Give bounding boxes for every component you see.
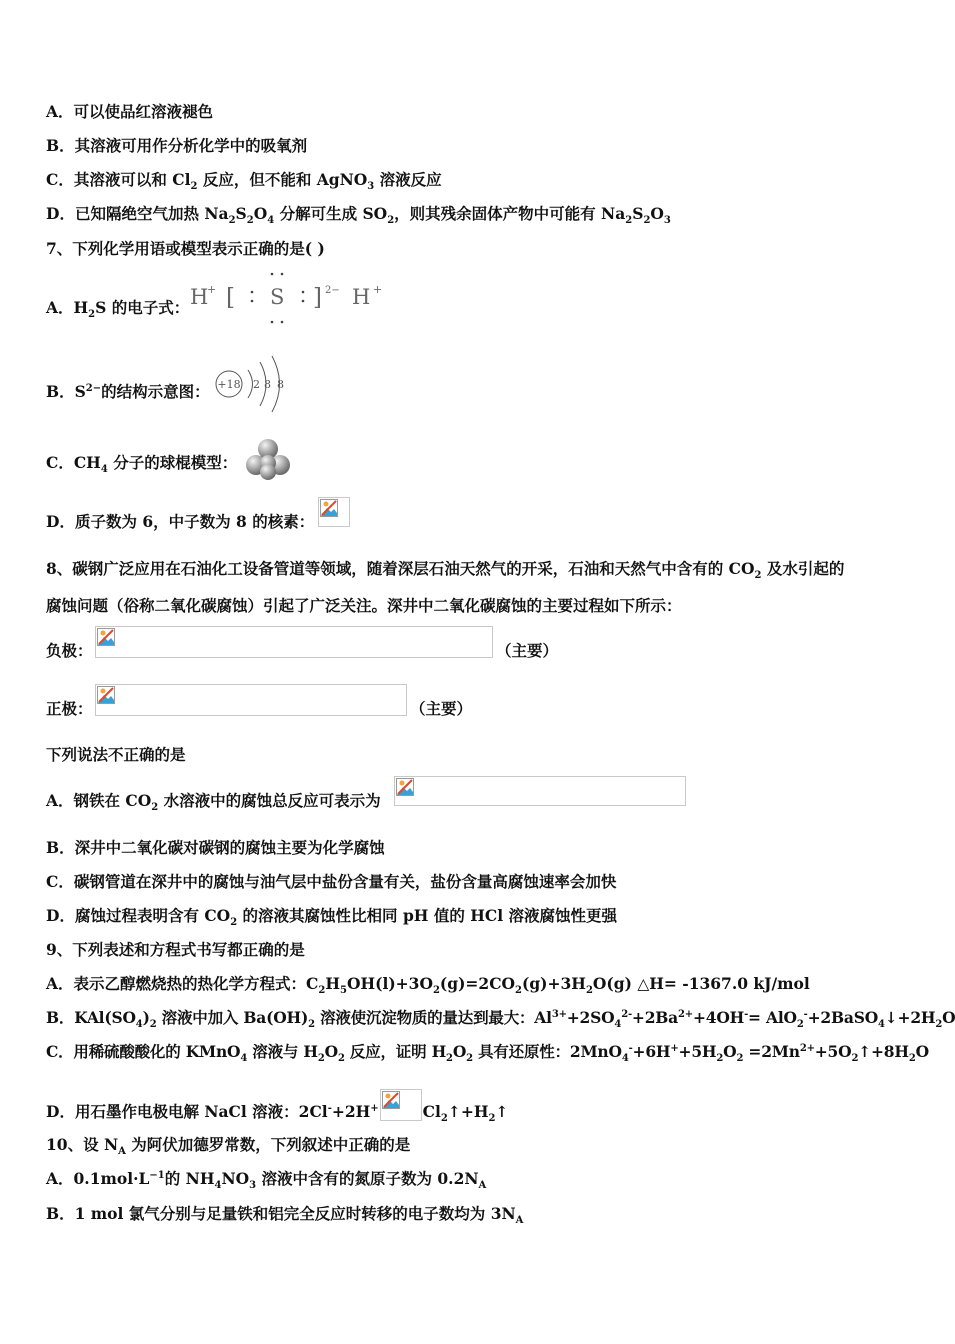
text-fragment: 2 xyxy=(488,1113,496,1125)
text-fragment: 5 xyxy=(340,985,347,997)
text-fragment: = AlO xyxy=(748,1008,797,1027)
text-fragment: 2 xyxy=(230,917,238,929)
text-fragment: ↑ xyxy=(495,1102,509,1121)
text-fragment: 2 xyxy=(643,215,651,227)
text-fragment: - xyxy=(327,1102,332,1114)
text-fragment: ↑+8H xyxy=(858,1042,909,1061)
q8-stem-line1 xyxy=(46,559,845,582)
text-fragment: D．用石墨作电极电解 NaCl 溶液：2Cl xyxy=(46,1102,328,1121)
text-fragment: O xyxy=(915,1042,929,1061)
text-fragment: O xyxy=(650,204,664,223)
text-fragment: 分子的球棍模型： xyxy=(107,453,238,472)
text-fragment: S xyxy=(632,204,644,223)
text-fragment: 2 xyxy=(228,215,236,227)
text-fragment: B．S xyxy=(46,382,86,401)
text-fragment: 的溶液其腐蚀性比相同 pH 值的 HCl 溶液腐蚀性更强 xyxy=(237,906,617,925)
text-fragment: 2 xyxy=(337,1053,345,1065)
q7-option-d xyxy=(46,512,314,532)
electron-formula-diagram xyxy=(188,266,393,328)
q7-option-c xyxy=(46,453,238,476)
text-fragment: 4 xyxy=(267,215,275,227)
text-fragment: =2Mn xyxy=(743,1042,800,1061)
text-fragment: 2 xyxy=(935,1019,943,1031)
text-fragment: A xyxy=(478,1180,487,1192)
text-fragment: 2 xyxy=(466,1053,473,1065)
text-fragment: 水溶液中的腐蚀总反应可表示为 xyxy=(158,791,381,810)
text-fragment: A．H xyxy=(46,298,89,317)
text-fragment: 溶液与 H xyxy=(247,1042,318,1061)
text-fragment: 溶液中加入 Ba(OH) xyxy=(156,1008,309,1027)
text-fragment: 正极： xyxy=(46,699,93,718)
formula-sulfur: S xyxy=(270,285,285,309)
text-fragment: 2 xyxy=(308,1019,315,1031)
text-fragment: 2 xyxy=(851,1053,859,1065)
shell-2-count: 8 xyxy=(264,378,271,391)
text-fragment: - xyxy=(803,1008,808,1020)
text-fragment: B．深井中二氧化碳对碳钢的腐蚀主要为化学腐蚀 xyxy=(46,838,385,857)
text-fragment: C．碳钢管道在深井中的腐蚀与油气层中盐份含量有关，盐份含量高腐蚀速率会加快 xyxy=(46,872,617,891)
text-fragment: O xyxy=(723,1042,737,1061)
text-fragment: 3+ xyxy=(551,1008,567,1020)
text-fragment: 2 xyxy=(246,215,254,227)
q6-option-b-text: B．其溶液可用作分析化学中的吸氧剂 xyxy=(46,136,308,155)
text-fragment: D．质子数为 6，中子数为 8 的核素： xyxy=(46,512,315,531)
text-fragment: 的结构示意图： xyxy=(101,382,210,401)
text-fragment: 2− xyxy=(85,382,102,394)
text-fragment: 2 xyxy=(88,309,96,321)
broken-image-icon xyxy=(97,628,115,646)
text-fragment: −1 xyxy=(149,1169,165,1181)
formula-charge-bracket: 2− xyxy=(325,285,340,296)
text-fragment: 2 xyxy=(151,802,159,814)
text-fragment: A xyxy=(118,1146,126,1158)
text-fragment: C．CH xyxy=(46,453,101,472)
text-fragment: (g)=2CO xyxy=(439,974,516,993)
text-fragment: 3 xyxy=(249,1180,257,1192)
text-fragment: 9、下列表述和方程式书写都正确的是 xyxy=(46,940,305,959)
q8-option-b xyxy=(46,838,385,858)
q8-option-c xyxy=(46,872,616,892)
q7-option-b xyxy=(46,382,210,402)
broken-image-icon xyxy=(382,1091,400,1109)
broken-image-icon xyxy=(97,686,115,704)
text-fragment: 2 xyxy=(190,181,198,193)
text-fragment: A．钢铁在 CO xyxy=(46,791,152,810)
text-fragment: 2+ xyxy=(799,1042,815,1054)
text-fragment: 2 xyxy=(515,985,523,997)
q8-positive-electrode xyxy=(46,699,93,719)
text-fragment: 反应，但不能和 AgNO xyxy=(197,170,368,189)
text-fragment: 2 xyxy=(625,215,633,227)
q8-ask xyxy=(46,745,186,765)
text-fragment: 2 xyxy=(796,1019,804,1031)
text-fragment: 2 xyxy=(317,1053,325,1065)
text-fragment: 2 xyxy=(754,570,762,582)
text-fragment: H xyxy=(325,974,340,993)
text-fragment: +6H xyxy=(632,1042,671,1061)
text-fragment: - xyxy=(628,1042,633,1054)
text-fragment: + xyxy=(370,1102,379,1114)
text-fragment: OH(l)+3O xyxy=(346,974,433,993)
text-fragment: ↓+2H xyxy=(884,1008,936,1027)
broken-image-icon xyxy=(320,499,338,517)
text-fragment: 7、下列化学用语或模型表示正确的是( ) xyxy=(46,239,325,258)
q8-option-a xyxy=(46,791,381,814)
text-fragment: 2 xyxy=(585,985,593,997)
nucleus-label: +18 xyxy=(217,378,241,391)
electrolysis-condition-image xyxy=(380,1089,422,1121)
text-fragment: A．表示乙醇燃烧热的热化学方程式：C xyxy=(46,974,319,993)
q9-option-d xyxy=(46,1089,509,1125)
text-fragment: 2 xyxy=(440,1113,448,1125)
text-fragment: 下列说法不正确的是 xyxy=(46,745,186,764)
text-fragment: ) xyxy=(142,1008,150,1027)
text-fragment: C．用稀硫酸酸化的 KMnO xyxy=(46,1042,241,1061)
text-fragment: 8、碳钢广泛应用在石油化工设备管道等领域，随着深层石油天然气的开采，石油和天然气中含有的 CO xyxy=(46,559,755,578)
text-fragment: O xyxy=(324,1042,338,1061)
formula-h-left: H xyxy=(190,285,209,309)
text-fragment: C．其溶液可以和 Cl xyxy=(46,170,191,189)
text-fragment: O(g) △H= -1367.0 kJ/mol xyxy=(592,974,810,993)
text-fragment: S xyxy=(235,204,247,223)
text-fragment: ，则其残余固体产物中可能有 Na xyxy=(394,204,626,223)
text-fragment: 2 xyxy=(387,215,395,227)
q9-option-c xyxy=(46,1042,929,1065)
text-fragment: O xyxy=(942,1008,955,1027)
q6-option-a-text: A．可以使品红溶液褪色 xyxy=(46,102,214,121)
atom-structure-diagram xyxy=(212,352,292,414)
shell-1-count: 2 xyxy=(253,378,260,391)
text-fragment: 4 xyxy=(214,1180,222,1192)
q6-option-c xyxy=(46,170,442,193)
text-fragment: +5H xyxy=(678,1042,717,1061)
text-fragment: 溶液反应 xyxy=(374,170,442,189)
q10-stem xyxy=(46,1135,411,1158)
text-fragment: A xyxy=(515,1215,524,1227)
text-fragment: 2 xyxy=(908,1053,916,1065)
text-fragment: 负极： xyxy=(46,641,93,660)
text-fragment: 4 xyxy=(878,1019,885,1031)
text-fragment: S 的电子式： xyxy=(95,298,190,317)
q9-option-a xyxy=(46,974,810,997)
formula-bracket-right: ] xyxy=(313,285,322,311)
shell-3-count: 8 xyxy=(277,378,284,391)
formula-bracket-left: [ xyxy=(226,285,235,311)
text-fragment: 2 xyxy=(318,985,326,997)
q6-option-b xyxy=(46,136,307,156)
q8-option-d xyxy=(46,906,617,929)
text-fragment: O xyxy=(253,204,268,223)
q7-stem xyxy=(46,239,325,259)
text-fragment: 4 xyxy=(135,1019,143,1031)
broken-image-icon xyxy=(396,778,414,796)
text-fragment: B．1 mol 氯气分别与足量铁和铝完全反应时转移的电子数均为 3N xyxy=(46,1204,516,1223)
text-fragment: 3 xyxy=(367,181,375,193)
text-fragment: 3 xyxy=(663,215,671,227)
text-fragment: ↑+H xyxy=(447,1102,489,1121)
text-fragment: (g)+3H xyxy=(522,974,586,993)
text-fragment: +2Ba xyxy=(631,1008,679,1027)
q10-option-a xyxy=(46,1169,487,1192)
text-fragment: 10、设 N xyxy=(46,1135,119,1154)
text-fragment: 的 NH xyxy=(164,1169,215,1188)
text-fragment: + xyxy=(670,1042,679,1054)
text-fragment: 2 xyxy=(716,1053,724,1065)
q8-negative-note xyxy=(496,641,558,661)
negative-equation-image xyxy=(95,626,493,658)
text-fragment: 具有还原性：2MnO xyxy=(472,1042,622,1061)
text-fragment: 4 xyxy=(621,1053,629,1065)
text-fragment: 2 xyxy=(736,1053,744,1065)
text-fragment: +2H xyxy=(331,1102,371,1121)
text-fragment: （主要） xyxy=(410,699,473,718)
formula-charge-right: + xyxy=(373,283,383,296)
text-fragment: 2 xyxy=(446,1053,453,1065)
text-fragment: Cl xyxy=(422,1102,441,1121)
text-fragment: 2 xyxy=(149,1019,157,1031)
formula-charge-left: + xyxy=(207,283,217,296)
q6-option-d xyxy=(46,204,671,227)
q9-option-b xyxy=(46,1008,955,1031)
total-reaction-image xyxy=(394,776,686,806)
q8-negative-electrode xyxy=(46,641,93,661)
text-fragment: 溶液中含有的氮原子数为 0.2N xyxy=(256,1169,479,1188)
formula-h-right: H xyxy=(352,285,371,309)
broken-image xyxy=(318,497,350,527)
text-fragment: D．腐蚀过程表明含有 CO xyxy=(46,906,231,925)
text-fragment: 分解可生成 SO xyxy=(274,204,388,223)
text-fragment: 4 xyxy=(240,1053,248,1065)
text-fragment: 为阿伏加德罗常数，下列叙述中正确的是 xyxy=(125,1135,411,1154)
text-fragment: NO xyxy=(221,1169,250,1188)
text-fragment: +2BaSO xyxy=(807,1008,878,1027)
q9-stem xyxy=(46,940,305,960)
text-fragment: 2- xyxy=(621,1008,632,1020)
text-fragment: （主要） xyxy=(496,641,559,660)
text-fragment: 2 xyxy=(432,985,440,997)
text-fragment: - xyxy=(744,1008,749,1020)
positive-equation-image xyxy=(95,684,407,716)
text-fragment: B．KAl(SO xyxy=(46,1008,136,1027)
text-fragment: +2SO xyxy=(566,1008,615,1027)
text-fragment: 4 xyxy=(614,1019,622,1031)
text-fragment: 及水引起的 xyxy=(761,559,845,578)
ball-stick-model xyxy=(244,437,292,481)
text-fragment: 反应，证明 H xyxy=(344,1042,447,1061)
text-fragment: 4 xyxy=(100,464,108,476)
q10-option-b xyxy=(46,1204,524,1227)
text-fragment: A．0.1mol·L xyxy=(46,1169,150,1188)
text-fragment: 腐蚀问题（俗称二氧化碳腐蚀）引起了广泛关注。深井中二氧化碳腐蚀的主要过程如下所示： xyxy=(46,596,682,615)
q8-positive-note xyxy=(410,699,472,719)
text-fragment: 溶液使沉淀物质的量达到最大：Al xyxy=(314,1008,552,1027)
text-fragment: +5O xyxy=(814,1042,852,1061)
text-fragment: D．已知隔绝空气加热 Na xyxy=(46,204,229,223)
q8-stem-line2 xyxy=(46,596,682,616)
q7-option-a xyxy=(46,298,190,321)
text-fragment: O xyxy=(452,1042,467,1061)
text-fragment: +4OH xyxy=(692,1008,745,1027)
q6-option-a xyxy=(46,102,213,122)
text-fragment: 2+ xyxy=(678,1008,693,1020)
